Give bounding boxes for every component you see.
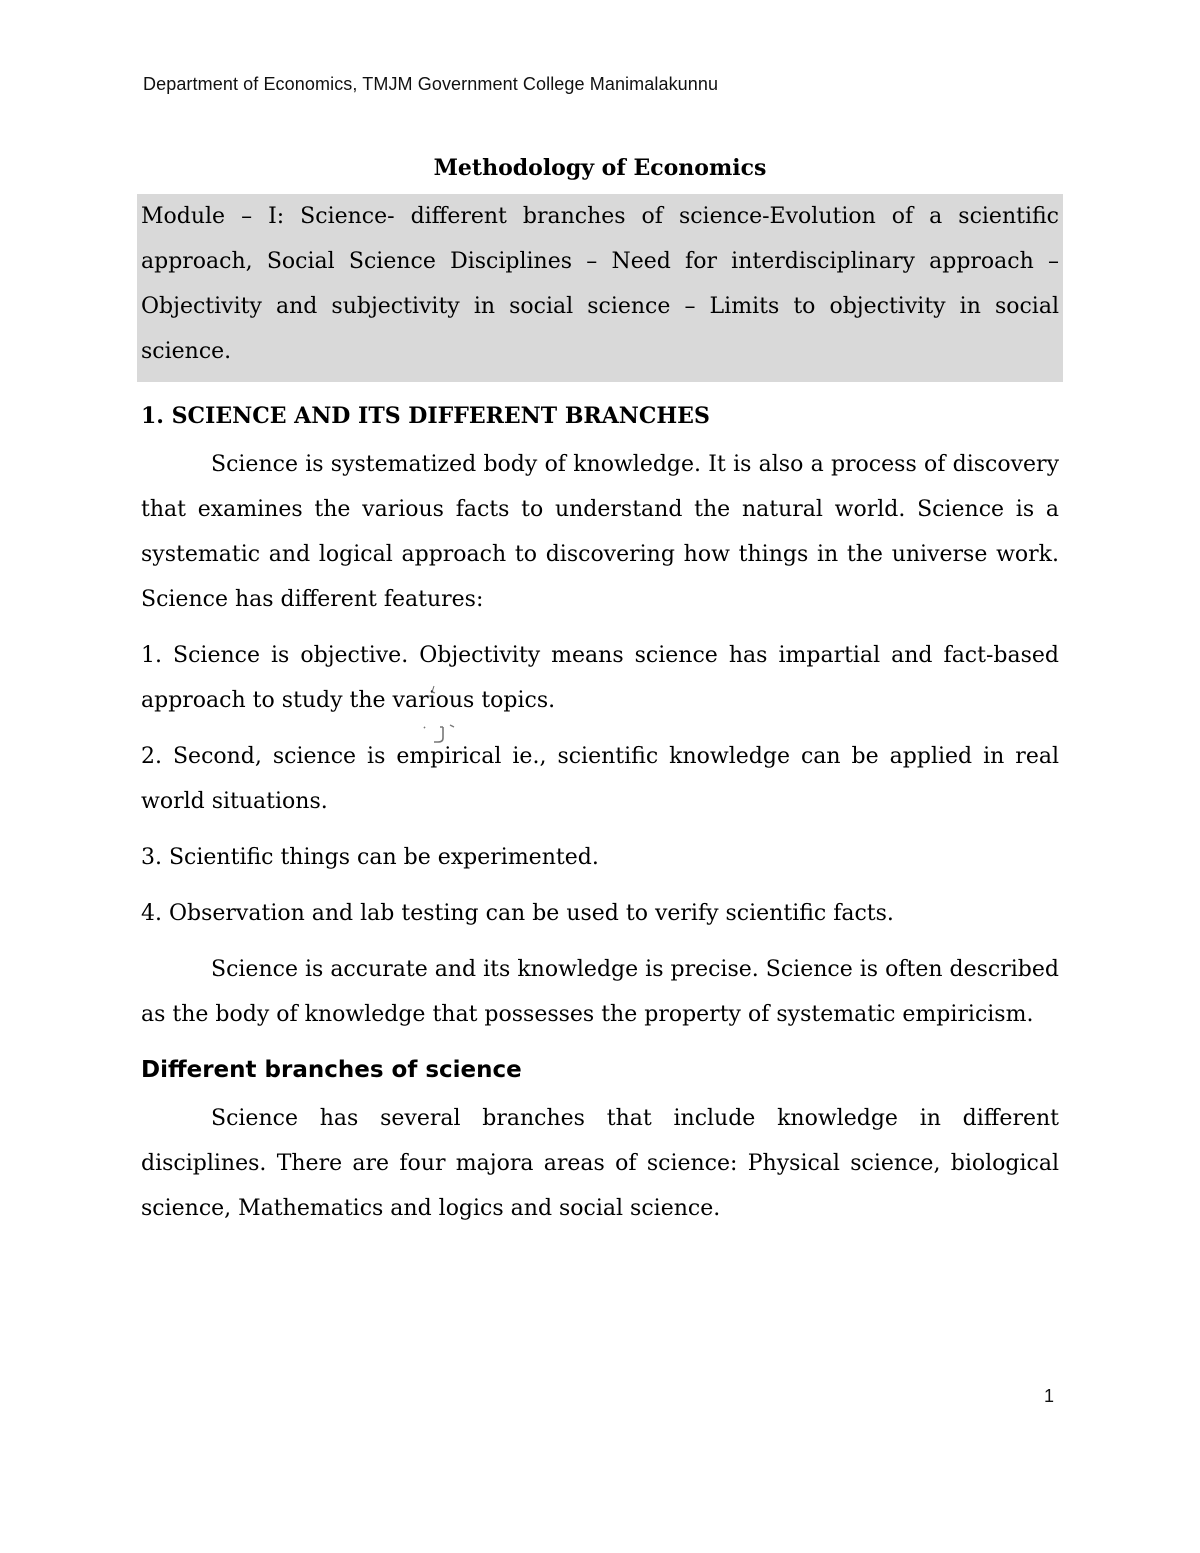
document-body (141, 150, 1059, 1242)
document-title: Methodology of Economics (433, 155, 767, 181)
science-intro-paragraph: Science is systematized body of knowledge. It is also a process of discovery that examines the various facts to understand the natural world. Science is a systematic and logical approach to discovering how things in the universe work. Science has different features: (141, 452, 1059, 612)
scan-artifact-mark (420, 683, 460, 743)
feature-item-1: 1. Science is objective. Objectivity means science has impartial and fact-based approach to study the various topics. (141, 643, 1059, 713)
feature-item-2: 2. Second, science is empirical ie., scientific knowledge can be applied in real world situations. (141, 744, 1059, 814)
branches-paragraph: Science has several branches that include knowledge in different disciplines. There are four majora areas of science: Physical science, biological science, Mathematics and logics and social science. (141, 1106, 1059, 1221)
science-conclusion-paragraph: Science is accurate and its knowledge is precise. Science is often described as the body of knowledge that possesses the property of systematic empiricism. (141, 957, 1059, 1027)
branches-heading: Different branches of science (141, 1057, 522, 1083)
page-number: 1 (1044, 1386, 1055, 1406)
page-header: Department of Economics, TMJM Government College Manimalakunnu (143, 74, 719, 94)
module-summary-box: Module – I: Science- different branches of science-Evolution of a scientific approach, Social Science Disciplines – Need for interdisciplinary approach – Objectivity and subjectivity in social science – Limits to objectivity in social science. (137, 194, 1063, 382)
feature-item-3: 3. Scientific things can be experimented. (141, 845, 599, 870)
section-heading-science: 1. SCIENCE AND ITS DIFFERENT BRANCHES (141, 403, 710, 429)
feature-item-4: 4. Observation and lab testing can be used to verify scientific facts. (141, 901, 894, 926)
